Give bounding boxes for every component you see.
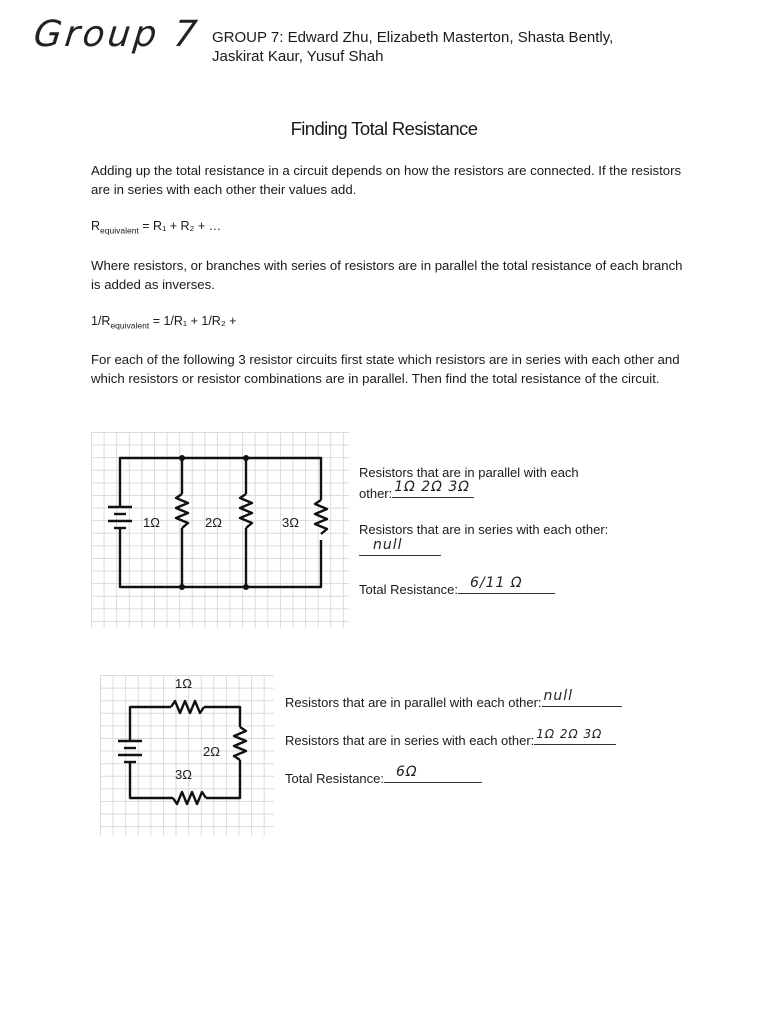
formula-parallel-subscript: equivalent bbox=[110, 320, 150, 331]
formula-parallel-rest: = 1/R₁ + 1/R₂ + bbox=[149, 314, 237, 328]
circuit2-parallel-prompt: Resistors that are in parallel with each other: bbox=[285, 695, 542, 710]
circuit2-total-answer-field[interactable] bbox=[384, 764, 482, 783]
circuit1-parallel-prompt: other: bbox=[359, 486, 393, 501]
circuit1-parallel-answer-field[interactable] bbox=[392, 479, 474, 498]
circuit2-series-question bbox=[285, 729, 685, 750]
circuit1-wire-left-top bbox=[120, 458, 321, 507]
formula-series-r: R bbox=[91, 219, 101, 233]
formula-series bbox=[91, 219, 221, 236]
formula-series-rest: = R₁ + R₂ + … bbox=[138, 219, 222, 233]
circuit1-total-answer: 6/11 Ω bbox=[470, 575, 523, 591]
circuit1-resistor-3 bbox=[315, 500, 327, 534]
circuit2-resistor-3 bbox=[173, 792, 206, 804]
circuit1-diagram bbox=[91, 432, 349, 628]
circuit2-parallel-question bbox=[285, 688, 685, 712]
circuit1-parallel-answer: 1Ω 2Ω 3Ω bbox=[394, 479, 470, 495]
circuit2-wire-top bbox=[130, 707, 171, 733]
circuit1-series-answer-field[interactable] bbox=[359, 539, 441, 556]
handwritten-group-label: Group 7 bbox=[31, 14, 202, 55]
circuit1-resistor-1 bbox=[176, 494, 188, 528]
circuit1-total-question bbox=[359, 575, 659, 599]
circuit1-series-answer: null bbox=[373, 537, 403, 553]
circuit2-series-answer-field[interactable] bbox=[534, 729, 616, 745]
circuit2-resistor-1 bbox=[171, 701, 204, 713]
circuit1-series-prompt: Resistors that are in series with each other: bbox=[359, 522, 609, 537]
formula-parallel bbox=[91, 314, 236, 331]
circuit2-total-answer: 6Ω bbox=[396, 764, 418, 780]
circuit1-parallel-question-line2 bbox=[359, 479, 649, 503]
circuit2-total-question bbox=[285, 764, 685, 788]
intro-paragraph-parallel: Where resistors, or branches with series of resistors are in parallel the total resistance of each branch is added as inverses. bbox=[91, 258, 683, 292]
formula-series-subscript: equivalent bbox=[100, 225, 139, 236]
circuit1-resistor-2 bbox=[240, 494, 252, 528]
circuit2-label-2: 2Ω bbox=[203, 744, 220, 759]
circuit1-series-question bbox=[359, 521, 659, 561]
page-title: Finding Total Resistance bbox=[290, 118, 478, 139]
circuit2-parallel-answer-field[interactable] bbox=[542, 688, 622, 707]
circuit1-label-2: 2Ω bbox=[205, 515, 222, 530]
circuit2-series-answer: 1Ω 2Ω 3Ω bbox=[536, 727, 603, 741]
formula-parallel-start: 1/R bbox=[91, 314, 111, 328]
circuit1-total-prompt: Total Resistance: bbox=[359, 582, 458, 597]
group-members bbox=[212, 28, 682, 66]
circuit2-total-prompt: Total Resistance: bbox=[285, 771, 384, 786]
circuit2-label-3: 3Ω bbox=[175, 767, 192, 782]
circuit1-parallel-question-line1: Resistors that are in parallel with each bbox=[359, 465, 579, 480]
circuit1-battery bbox=[108, 507, 132, 533]
circuit2-wire-bottom bbox=[130, 770, 173, 798]
circuit1-label-1: 1Ω bbox=[143, 515, 160, 530]
circuit1-label-3: 3Ω bbox=[282, 515, 299, 530]
circuit2-label-1: 1Ω bbox=[175, 676, 192, 691]
instructions-paragraph: For each of the following 3 resistor circuits first state which resistors are in series with each other and which resistors or resistor combinations are in parallel. Then find the total resistance of the circuit. bbox=[91, 352, 680, 386]
circuit2-resistor-2 bbox=[234, 727, 246, 760]
circuit2-battery bbox=[118, 733, 142, 770]
circuit1-parallel-question bbox=[359, 464, 649, 503]
members-line-1: GROUP 7: Edward Zhu, Elizabeth Masterton, Shasta Bently, bbox=[212, 29, 614, 46]
circuit2-parallel-answer: null bbox=[543, 688, 574, 704]
intro-paragraph-series: Adding up the total resistance in a circuit depends on how the resistors are connected. If the resistors are in series with each other their values add. bbox=[91, 163, 682, 197]
members-line-2: Jaskirat Kaur, Yusuf Shah bbox=[212, 48, 384, 65]
circuit1-wire-left-bottom bbox=[120, 533, 321, 587]
circuit2-diagram bbox=[100, 675, 274, 836]
circuit2-series-prompt: Resistors that are in series with each other: bbox=[285, 733, 535, 748]
circuit1-total-answer-field[interactable] bbox=[458, 575, 555, 594]
